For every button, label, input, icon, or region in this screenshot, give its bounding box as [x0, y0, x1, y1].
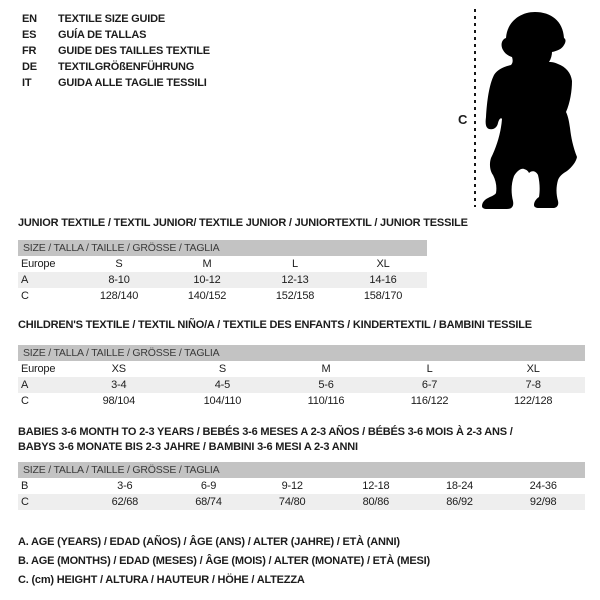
- age-cell: 12-18: [362, 480, 390, 492]
- table-row-europe: [18, 361, 585, 377]
- age-cell: 14-16: [369, 274, 397, 286]
- language-row-fr: [22, 43, 210, 59]
- age-cell: 6-9: [200, 480, 217, 492]
- row-label: C: [21, 395, 29, 407]
- age-cell: 3-4: [111, 379, 127, 391]
- row-label: C: [21, 496, 29, 508]
- row-label: B: [21, 480, 29, 492]
- table-row-age-months: [18, 478, 585, 494]
- height-cell: 128/140: [99, 290, 139, 302]
- table-row-age: [18, 377, 585, 393]
- size-cell: XL: [526, 363, 540, 375]
- table-row-height: [18, 288, 427, 304]
- language-label: TEXTILGRÖßENFÜHRUNG: [58, 61, 195, 73]
- row-label: A: [21, 379, 29, 391]
- babies-table-title: [18, 425, 513, 455]
- babies-title-line1: BABIES 3-6 MONTH TO 2-3 YEARS / BEBÉS 3-6 MESES A 2-3 AÑOS / BÉBÉS 3-6 MOIS À 2-3 ANS /: [18, 426, 513, 438]
- language-label: GUIDA ALLE TAGLIE TESSILI: [58, 77, 207, 89]
- row-label: Europe: [21, 258, 56, 270]
- baby-silhouette: [482, 12, 577, 209]
- height-cell: 122/128: [513, 395, 553, 407]
- row-label: Europe: [21, 363, 56, 375]
- junior-table-title: JUNIOR TEXTILE / TEXTIL JUNIOR/ TEXTILE JUNIOR / JUNIORTEXTIL / JUNIOR TESSILE: [18, 217, 468, 229]
- language-row-de: [22, 59, 210, 75]
- note-age-months: B. AGE (MONTHS) / EDAD (MESES) / ÂGE (MOIS) / ALTER (MONATE) / ETÀ (MESI): [18, 555, 430, 567]
- babies-title-line2: BABYS 3-6 MONATE BIS 2-3 JAHRE / BAMBINI 3-6 MESI A 2-3 ANNI: [18, 441, 358, 453]
- language-label: TEXTILE SIZE GUIDE: [58, 13, 166, 25]
- age-cell: 10-12: [193, 274, 221, 286]
- language-label: GUÍA DE TALLAS: [58, 29, 147, 41]
- height-cell: 158/170: [363, 290, 403, 302]
- legend-notes: [18, 533, 430, 590]
- size-cell: M: [202, 258, 212, 270]
- height-cell: 86/92: [446, 496, 473, 508]
- height-cell: 92/98: [529, 496, 557, 508]
- size-header-bar: SIZE / TALLA / TAILLE / GRÖSSE / TAGLIA: [18, 462, 585, 478]
- height-cell: 140/152: [187, 290, 227, 302]
- row-label: A: [21, 274, 29, 286]
- height-measure-label: C: [458, 112, 468, 127]
- table-row-height: [18, 494, 585, 510]
- age-cell: 12-13: [281, 274, 309, 286]
- age-cell: 18-24: [445, 480, 474, 492]
- height-cell: 68/74: [195, 496, 222, 508]
- babies-table: [18, 462, 585, 510]
- age-cell: 8-10: [108, 274, 130, 286]
- size-cell: XL: [376, 258, 390, 270]
- language-code: FR: [22, 45, 37, 57]
- age-cell: 24-36: [529, 480, 557, 492]
- size-cell: L: [426, 363, 433, 375]
- size-header-bar: SIZE / TALLA / TAILLE / GRÖSSE / TAGLIA: [18, 345, 585, 361]
- junior-table: [18, 240, 427, 304]
- age-cell: 5-6: [318, 379, 334, 391]
- baby-silhouette-icon: [440, 5, 600, 215]
- language-code: ES: [22, 29, 37, 41]
- size-cell: M: [321, 363, 331, 375]
- height-cell: 104/110: [203, 395, 242, 407]
- age-cell: 3-6: [117, 480, 133, 492]
- height-cell: 152/158: [275, 290, 315, 302]
- size-cell: S: [218, 363, 226, 375]
- age-cell: 6-7: [421, 379, 438, 391]
- age-cell: 4-5: [214, 379, 231, 391]
- language-code: DE: [22, 61, 37, 73]
- height-cell: 110/116: [307, 395, 345, 407]
- language-row-en: [22, 11, 210, 27]
- note-height: C. (cm) HEIGHT / ALTURA / HAUTEUR / HÖHE / ALTEZZA: [18, 574, 305, 586]
- age-cell: 9-12: [281, 480, 303, 492]
- height-cell: 80/86: [362, 496, 390, 508]
- table-row-europe: [18, 256, 427, 272]
- table-row-age: [18, 272, 427, 288]
- note-age-years: A. AGE (YEARS) / EDAD (AÑOS) / ÂGE (ANS) / ALTER (JAHRE) / ETÀ (ANNI): [18, 536, 400, 548]
- language-code: IT: [22, 77, 32, 89]
- language-code: EN: [22, 13, 37, 25]
- height-cell: 98/104: [102, 395, 136, 407]
- size-cell: S: [115, 258, 123, 270]
- size-cell: XS: [111, 363, 126, 375]
- size-cell: L: [292, 258, 298, 270]
- size-header-bar: SIZE / TALLA / TAILLE / GRÖSSE / TAGLIA: [18, 240, 427, 256]
- height-figure: [440, 5, 600, 215]
- children-table: [18, 345, 585, 409]
- height-cell: 116/122: [410, 395, 449, 407]
- table-row-height: [18, 393, 585, 409]
- children-table-title: CHILDREN'S TEXTILE / TEXTIL NIÑO/A / TEXTILE DES ENFANTS / KINDERTEXTIL / BAMBINI TESSILE: [18, 319, 532, 331]
- age-cell: 7-8: [525, 379, 541, 391]
- language-row-es: [22, 27, 210, 43]
- language-list: [22, 11, 210, 91]
- height-cell: 74/80: [278, 496, 306, 508]
- language-row-it: [22, 75, 210, 91]
- row-label: C: [21, 290, 29, 302]
- language-label: GUIDE DES TAILLES TEXTILE: [58, 45, 210, 57]
- height-cell: 62/68: [111, 496, 139, 508]
